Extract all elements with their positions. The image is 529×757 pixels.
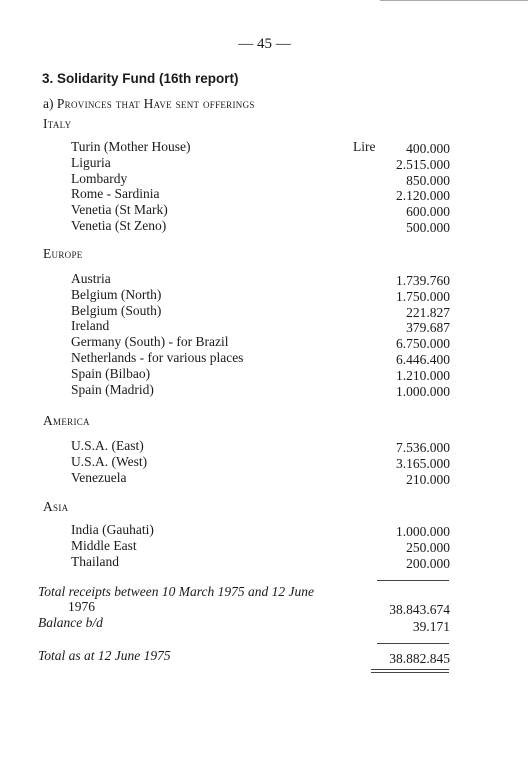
offering-amount: 400.000 — [406, 141, 450, 156]
offering-amount: 250.000 — [406, 539, 450, 555]
currency-label: Lire — [353, 139, 376, 154]
offering-amount: 2.120.000 — [396, 188, 450, 204]
region-heading: America — [43, 413, 90, 428]
region-heading: Asia — [43, 499, 69, 514]
receipts-label-line2: 1976 — [68, 599, 95, 614]
subsection-title: Provinces that Have sent offerings — [56, 96, 255, 111]
receipts-label-line1: Total receipts between 10 March 1975 and 12 June — [38, 584, 314, 599]
top-edge-rule — [380, 0, 528, 1]
province-name: U.S.A. (East) — [71, 438, 144, 453]
province-name: Venezuela — [71, 469, 127, 485]
subsection-heading — [43, 96, 255, 112]
subtotal-rule — [377, 580, 449, 581]
balance-label: Balance b/d — [38, 615, 103, 630]
province-name: Liguria — [71, 154, 111, 170]
province-name: India (Gauhati) — [71, 522, 154, 537]
offering-amount: 3.165.000 — [396, 455, 450, 471]
offering-amount: 500.000 — [406, 220, 450, 235]
subsection-prefix: a) — [43, 96, 54, 111]
province-name: Netherlands - for various places — [71, 350, 244, 365]
offering-amount: 1.000.000 — [396, 524, 450, 539]
offering-amount: 7.536.000 — [396, 440, 450, 455]
offering-amount: 850.000 — [406, 172, 450, 188]
total-rule-double-2 — [371, 672, 449, 673]
total-rule-top — [377, 643, 449, 644]
total-rule-double-1 — [371, 669, 449, 670]
offering-amount: 6.750.000 — [396, 336, 450, 352]
offering-amount: 6.446.400 — [396, 352, 450, 367]
balance-amount: 39.171 — [412, 619, 450, 634]
province-name: Venetia (St Mark) — [71, 202, 168, 218]
offering-amount: 200.000 — [406, 555, 450, 571]
section-title: 3. Solidarity Fund (16th report) — [42, 71, 239, 86]
offering-amount: 1.750.000 — [396, 288, 450, 304]
province-name: Germany (South) - for Brazil — [71, 334, 229, 350]
total-label: Total as at 12 June 1975 — [38, 648, 171, 663]
province-name: Belgium (South) — [71, 302, 162, 318]
offering-amount: 1.210.000 — [396, 367, 450, 383]
offering-amount: 2.515.000 — [396, 156, 450, 172]
province-name: Spain (Madrid) — [71, 381, 154, 397]
province-name: Ireland — [71, 318, 110, 334]
province-name: Thailand — [71, 553, 119, 569]
province-name: Spain (Bilbao) — [71, 365, 151, 381]
total-amount: 38.882.845 — [389, 651, 450, 666]
offering-amount: 1.000.000 — [396, 383, 450, 399]
province-name: Rome - Sardinia — [71, 186, 160, 202]
province-name: Middle East — [71, 537, 137, 553]
province-name: U.S.A. (West) — [71, 453, 148, 469]
offering-amount: 379.687 — [406, 320, 450, 336]
region-heading: Italy — [43, 116, 72, 131]
offering-amount: 1.739.760 — [396, 273, 450, 288]
region-heading: Europe — [43, 246, 83, 261]
province-name: Turin (Mother House) — [71, 139, 191, 154]
offering-amount: 210.000 — [406, 471, 450, 487]
page-number: — 45 — — [238, 36, 291, 52]
receipts-amount: 38.843.674 — [389, 602, 450, 617]
province-name: Lombardy — [71, 170, 128, 186]
province-name: Belgium (North) — [71, 286, 162, 302]
offering-amount: 600.000 — [406, 204, 450, 220]
province-name: Austria — [71, 271, 111, 286]
offering-amount: 221.827 — [406, 304, 450, 320]
province-name: Venetia (St Zeno) — [71, 218, 167, 233]
